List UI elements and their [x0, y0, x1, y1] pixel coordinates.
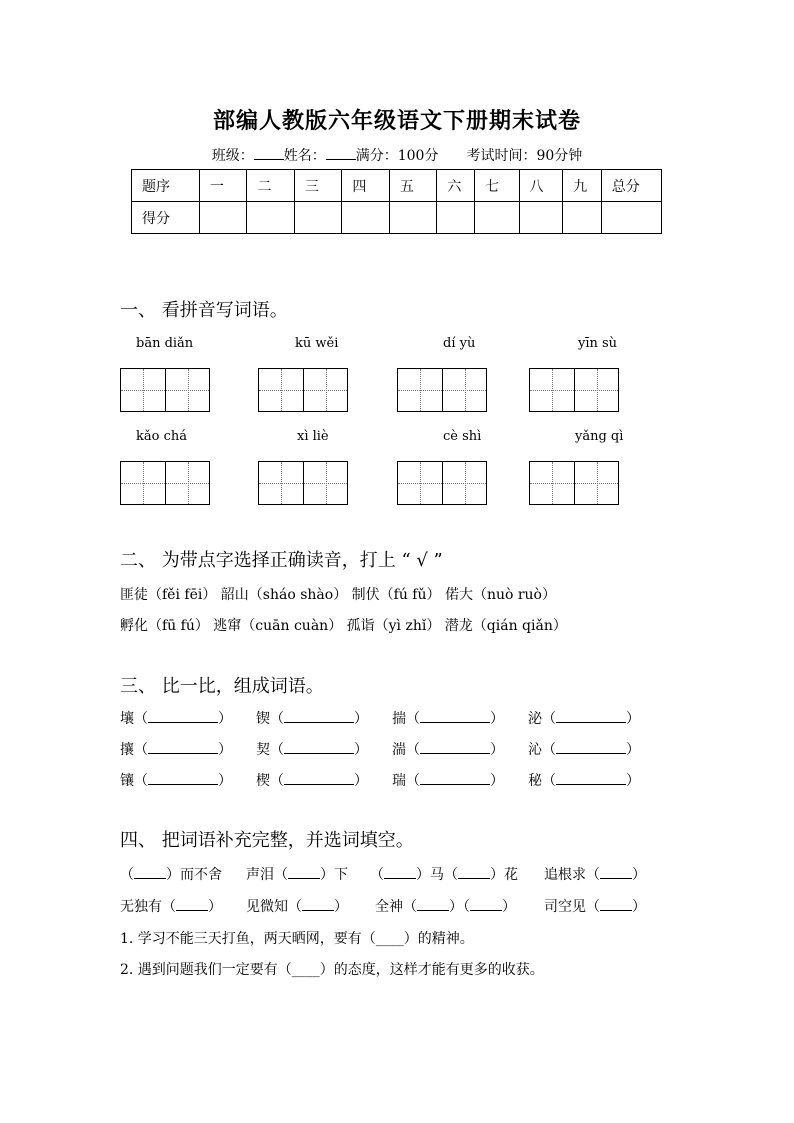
- idiom-row: （ ）而不舍: [120, 867, 222, 883]
- compare-char: 楔: [256, 773, 270, 789]
- header-cell: 二: [247, 170, 294, 202]
- compare-item: 楔（ ）: [256, 773, 368, 789]
- exam-info: [0, 145, 794, 165]
- answer-blank[interactable]: [556, 740, 626, 754]
- header-cell: 三: [294, 170, 341, 202]
- compare-item: 秘（ ）: [528, 773, 640, 789]
- answer-blank[interactable]: [288, 865, 320, 879]
- answer-blank[interactable]: [600, 897, 632, 911]
- header-cell: 一: [199, 170, 246, 202]
- class-label: 班级：: [211, 148, 254, 164]
- header-cell: 总分: [601, 170, 661, 202]
- idiom-row: 无独有（ ）: [120, 899, 222, 915]
- answer-blank[interactable]: [420, 771, 490, 785]
- score-cell[interactable]: [199, 202, 246, 234]
- header-cell: 四: [342, 170, 389, 202]
- compare-char: 泌: [528, 711, 542, 727]
- answer-blank[interactable]: [176, 897, 208, 911]
- pinyin-label: kū wěi: [295, 336, 339, 351]
- header-cell: 题序: [132, 170, 200, 202]
- answer-blank[interactable]: [420, 740, 490, 754]
- header-cell: 八: [519, 170, 563, 202]
- section-3-heading: 三、 比一比，组成词语。: [120, 676, 324, 697]
- score-cell[interactable]: [563, 202, 602, 234]
- compare-char: 攘: [120, 742, 134, 758]
- idiom-text: 司空见（: [544, 899, 600, 915]
- writing-box[interactable]: [258, 461, 348, 505]
- answer-blank[interactable]: [148, 771, 218, 785]
- idiom-row: 见微知（ ）: [246, 899, 348, 915]
- compare-item: 锲（ ）: [256, 711, 368, 727]
- answer-blank[interactable]: [458, 865, 490, 879]
- score-table: [131, 169, 662, 234]
- compare-char: 壤: [120, 711, 134, 727]
- header-cell: 九: [563, 170, 602, 202]
- compare-item: 沁（ ）: [528, 742, 640, 758]
- compare-item: 镶（ ）: [120, 773, 232, 789]
- compare-item: 揣（ ）: [392, 711, 504, 727]
- answer-blank[interactable]: [284, 709, 354, 723]
- score-cell[interactable]: [437, 202, 475, 234]
- exam-time: 考试时间：90分钟: [466, 148, 583, 164]
- compare-char: 锲: [256, 711, 270, 727]
- answer-blank[interactable]: [556, 709, 626, 723]
- compare-item: 湍（ ）: [392, 742, 504, 758]
- idiom-text: 声泪（: [246, 867, 288, 883]
- compare-char: 秘: [528, 773, 542, 789]
- answer-blank[interactable]: [284, 771, 354, 785]
- answer-blank[interactable]: [284, 740, 354, 754]
- page-title: 部编人教版六年级语文下册期末试卷: [212, 108, 581, 134]
- header-cell: 七: [475, 170, 520, 202]
- pinyin-label: xì liè: [297, 429, 329, 444]
- idiom-row: （ ）马（ ）花: [370, 867, 518, 883]
- pinyin-label: yīn sù: [578, 336, 618, 351]
- score-cell[interactable]: [342, 202, 389, 234]
- score-cell[interactable]: [389, 202, 436, 234]
- answer-blank[interactable]: [556, 771, 626, 785]
- reading-line[interactable]: 孵化（fū fú） 逃窜（cuān cuàn） 孤诣（yì zhǐ） 潜龙（qián qiǎn）: [120, 618, 567, 634]
- pinyin-label: bān diǎn: [136, 336, 194, 351]
- compare-char: 沁: [528, 742, 542, 758]
- reading-line[interactable]: 匪徒（fěi fēi） 韶山（sháo shào） 制伏（fú fǔ） 偌大（nuò ruò）: [120, 587, 556, 603]
- question-2[interactable]: 2. 遇到问题我们一定要有（____）的态度，这样才能有更多的收获。: [120, 962, 544, 978]
- pinyin-label: kǎo chá: [136, 429, 187, 444]
- writing-box[interactable]: [120, 368, 210, 412]
- idiom-text: ）花: [490, 867, 518, 883]
- row-label: 得分: [132, 202, 200, 234]
- idiom-text: 无独有（: [120, 899, 176, 915]
- answer-blank[interactable]: [148, 740, 218, 754]
- idiom-text: 而不舍: [180, 867, 222, 883]
- compare-char: 镶: [120, 773, 134, 789]
- idiom-row: 追根求（ ）: [544, 867, 646, 883]
- pinyin-label: dí yù: [443, 336, 476, 351]
- score-cell[interactable]: [247, 202, 294, 234]
- name-blank[interactable]: [326, 145, 356, 160]
- score-cell[interactable]: [601, 202, 661, 234]
- answer-blank[interactable]: [148, 709, 218, 723]
- idiom-text: 见微知（: [246, 899, 302, 915]
- section-2-heading: 二、 为带点字选择正确读音，打上 “ √ ”: [120, 550, 443, 571]
- header-cell: 五: [389, 170, 436, 202]
- section-4-heading: 四、 把词语补充完整，并选词填空。: [120, 830, 414, 851]
- compare-char: 契: [256, 742, 270, 758]
- class-blank[interactable]: [254, 145, 284, 160]
- compare-char: 瑞: [392, 773, 406, 789]
- answer-blank[interactable]: [417, 897, 449, 911]
- writing-box[interactable]: [397, 461, 487, 505]
- compare-item: 壤（ ）: [120, 711, 232, 727]
- idiom-row: 司空见（ ）: [544, 899, 646, 915]
- question-1[interactable]: 1. 学习不能三天打鱼，两天晒网，要有（____）的精神。: [120, 931, 474, 947]
- writing-box[interactable]: [120, 461, 210, 505]
- idiom-text: 全神（: [375, 899, 417, 915]
- idiom-row: [246, 864, 348, 884]
- compare-item: 泌（ ）: [528, 711, 640, 727]
- full-score: 满分：100分: [355, 148, 439, 164]
- pinyin-label: cè shì: [443, 429, 482, 444]
- compare-item: 攘（ ）: [120, 742, 232, 758]
- writing-box[interactable]: [529, 368, 619, 412]
- score-table-header: [132, 170, 662, 202]
- answer-blank[interactable]: [470, 897, 502, 911]
- compare-item: 契（ ）: [256, 742, 368, 758]
- name-label: 姓名：: [283, 148, 326, 164]
- compare-item: 瑞（ ）: [392, 773, 504, 789]
- idiom-text: 追根求（: [544, 867, 600, 883]
- idiom-text: 马（: [430, 867, 458, 883]
- answer-blank[interactable]: [384, 865, 416, 879]
- score-table-row: [132, 202, 662, 234]
- score-cell[interactable]: [475, 202, 520, 234]
- answer-blank[interactable]: [134, 865, 166, 879]
- writing-box[interactable]: [397, 368, 487, 412]
- compare-char: 揣: [392, 711, 406, 727]
- answer-blank[interactable]: [302, 897, 334, 911]
- score-cell[interactable]: [519, 202, 563, 234]
- answer-blank[interactable]: [600, 865, 632, 879]
- writing-box[interactable]: [529, 461, 619, 505]
- compare-char: 湍: [392, 742, 406, 758]
- idiom-row: 全神（ ）（ ）: [375, 899, 516, 915]
- section-1-heading: 一、 看拼音写词语。: [120, 300, 288, 321]
- score-cell[interactable]: [294, 202, 341, 234]
- header-cell: 六: [437, 170, 475, 202]
- idiom-text: ）下: [320, 867, 348, 883]
- pinyin-label: yǎng qì: [575, 429, 624, 444]
- answer-blank[interactable]: [420, 709, 490, 723]
- writing-box[interactable]: [258, 368, 348, 412]
